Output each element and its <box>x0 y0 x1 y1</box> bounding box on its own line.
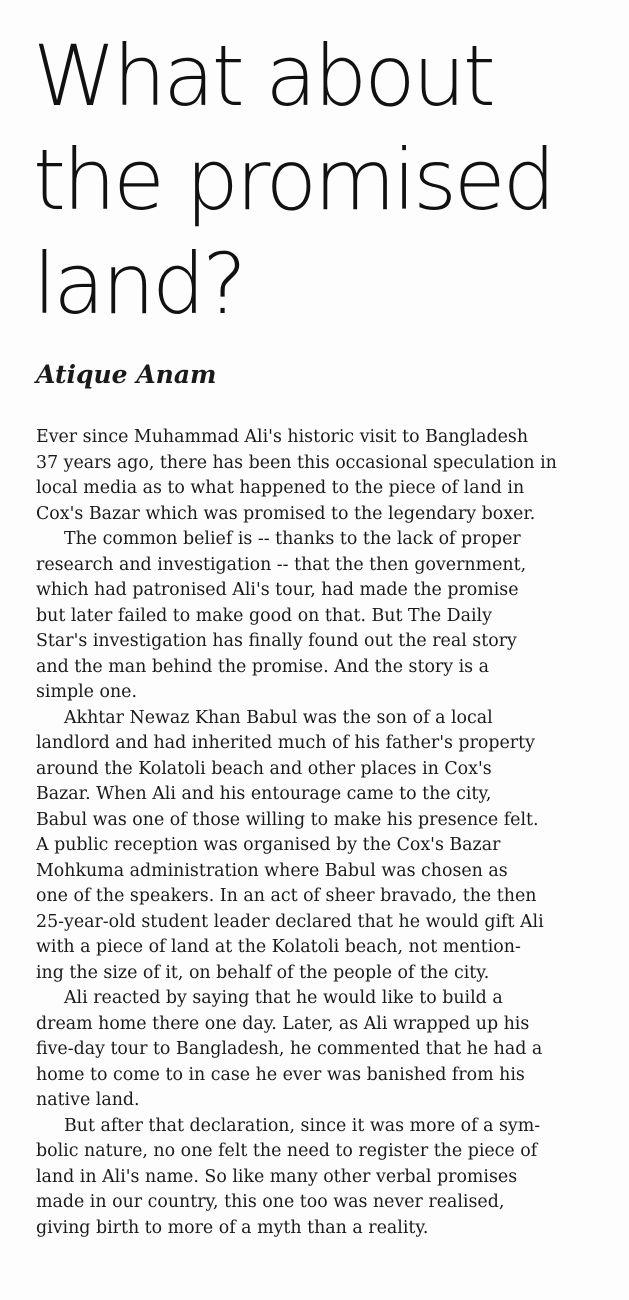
text-line: A public reception was organised by the Cox's Bazar <box>36 835 501 855</box>
text-line: with a piece of land at the Kolatoli beach, not mention- <box>36 937 521 957</box>
text-line: land in Ali's name. So like many other verbal promises <box>36 1166 518 1187</box>
text-line: five-day tour to Bangladesh, he commented that he had a <box>36 1039 543 1059</box>
text-line: 37 years ago, there has been this occasional speculation in <box>36 452 557 473</box>
text-line: which had patronised Ali's tour, had made the promise <box>36 580 519 600</box>
text-line: around the Kolatoli beach and other places in Cox's <box>36 758 492 779</box>
text-line: one of the speakers. In an act of sheer bravado, the then <box>36 886 537 906</box>
paragraph <box>36 527 618 706</box>
headline-line: land? <box>33 235 244 333</box>
headline <box>33 24 623 336</box>
text-line: Star's investigation has finally found out the real story <box>36 631 517 651</box>
text-line: local media as to what happened to the piece of land in <box>36 478 525 498</box>
paragraph <box>36 986 618 1114</box>
text-line: home to come to in case he ever was banished from his <box>36 1064 525 1085</box>
text-line: and the man behind the promise. And the story is a <box>36 656 489 677</box>
text-line: landlord and had inherited much of his father's property <box>36 733 535 753</box>
text-line: Cox's Bazar which was promised to the legendary boxer. <box>36 503 536 524</box>
text-line: but later failed to make good on that. But The Daily <box>36 605 492 626</box>
headline-line: the promised <box>33 131 553 229</box>
text-line: 25-year-old student leader declared that he would gift Ali <box>36 911 544 932</box>
text-line: Ali reacted by saying that he would like to build a <box>64 988 503 1008</box>
text-line: bolic nature, no one felt the need to register the piece of <box>36 1141 538 1161</box>
paragraph <box>36 1114 618 1242</box>
headline-line: What about <box>33 27 493 125</box>
text-line: Akhtar Newaz Khan Babul was the son of a local <box>64 707 493 728</box>
paragraph <box>36 706 618 987</box>
text-line: research and investigation -- that the then government, <box>36 554 527 575</box>
paragraph <box>36 425 618 527</box>
text-line: The common belief is -- thanks to the lack of proper <box>64 529 521 549</box>
article-body <box>36 425 618 1241</box>
byline: Atique Anam <box>36 360 217 389</box>
text-line: simple one. <box>36 682 137 702</box>
text-line: ing the size of it, on behalf of the people of the city. <box>36 962 490 983</box>
text-line: giving birth to more of a myth than a reality. <box>36 1217 429 1238</box>
text-line: made in our country, this one too was never realised, <box>36 1192 505 1212</box>
text-line: Babul was one of those willing to make his presence felt. <box>36 809 539 830</box>
text-line: dream home there one day. Later, as Ali wrapped up his <box>36 1013 530 1034</box>
text-line: Mohkuma administration where Babul was chosen as <box>36 860 508 881</box>
text-line: native land. <box>36 1090 140 1110</box>
text-line: But after that declaration, since it was more of a sym- <box>64 1115 541 1136</box>
text-line: Ever since Muhammad Ali's historic visit to Bangladesh <box>36 427 529 447</box>
text-line: Bazar. When Ali and his entourage came to the city, <box>36 784 492 804</box>
